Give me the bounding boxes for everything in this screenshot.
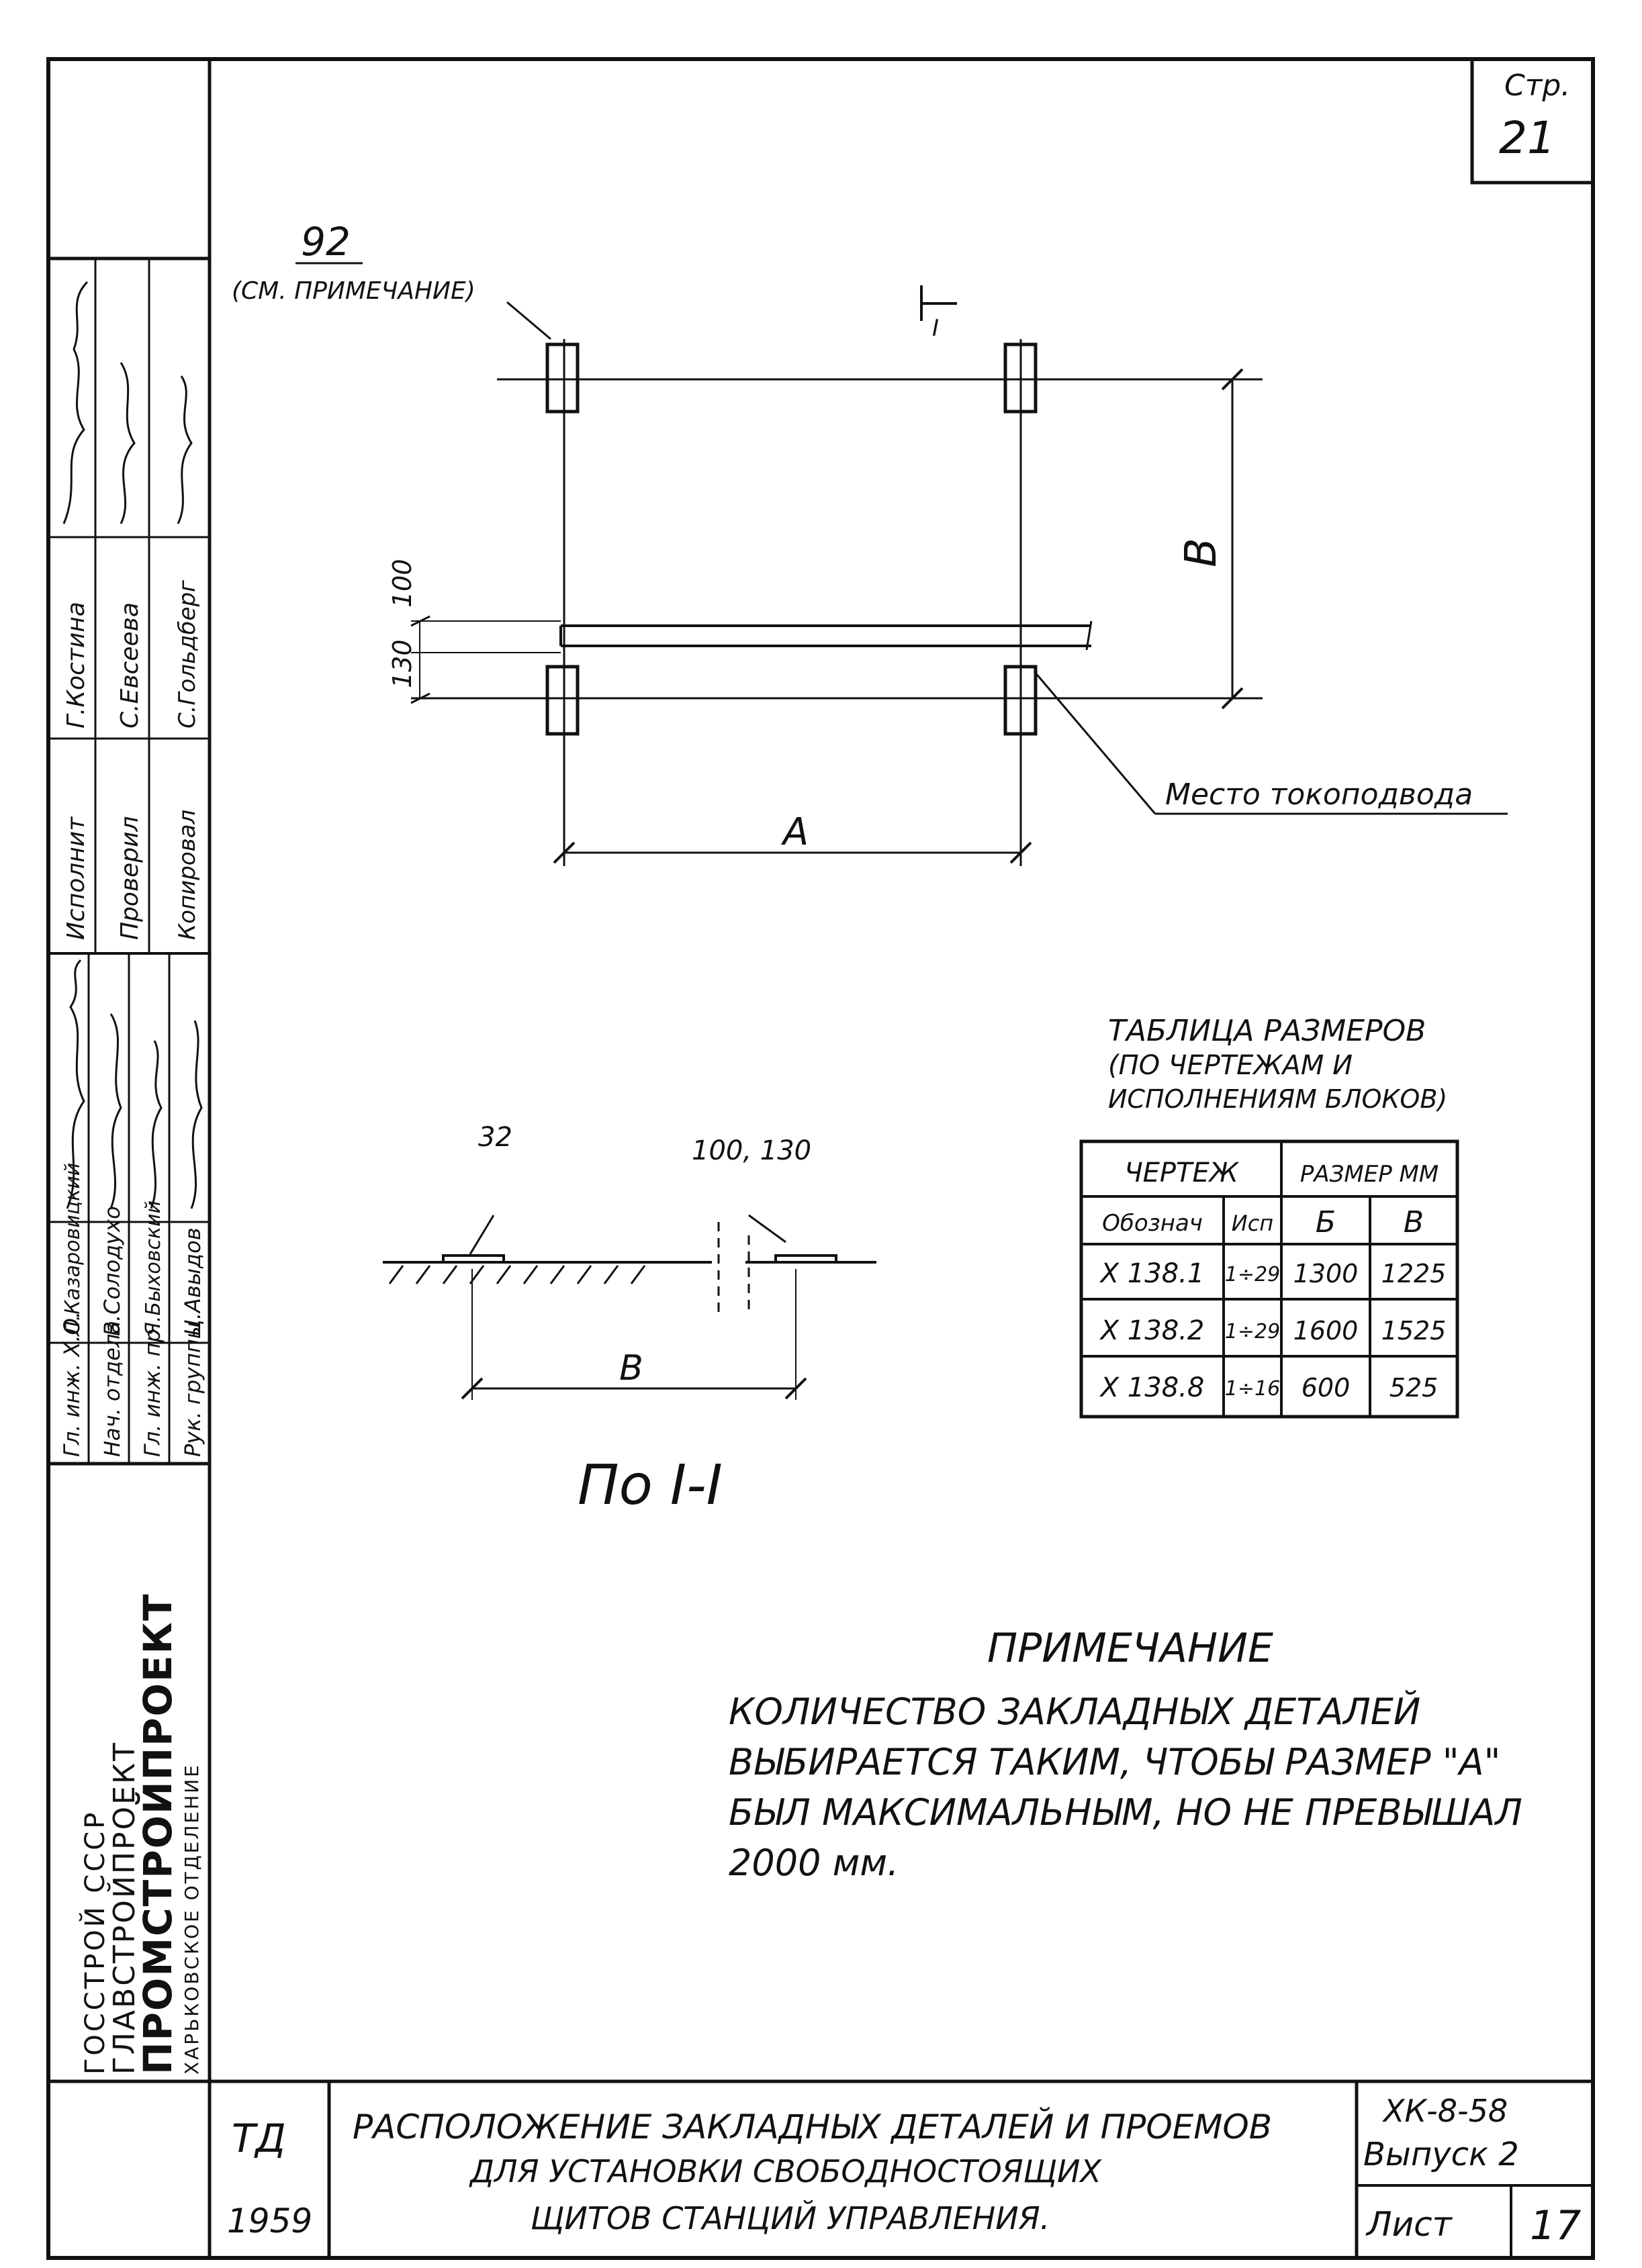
- dim-130: 130: [387, 639, 417, 688]
- side-stamp: [48, 258, 210, 2081]
- section-dim-b: В: [619, 1348, 643, 1388]
- table-col-b: Б: [1315, 1205, 1336, 1239]
- table-title-line3: ИСПОЛНЕНИЯМ БЛОКОВ): [1108, 1084, 1448, 1114]
- title-series: ХК-8-58: [1383, 2093, 1508, 2129]
- stamp-upper-role: Проверил: [116, 816, 144, 940]
- page-number-box: [1472, 59, 1593, 183]
- size-table: [1081, 1014, 1457, 1417]
- note-heading: ПРИМЕЧАНИЕ: [987, 1625, 1273, 1672]
- stamp-lower-name: В.Солодухо: [99, 1206, 125, 1336]
- stamp-upper-name: С.Евсеева: [116, 602, 144, 728]
- dim-100: 100: [387, 559, 417, 608]
- table-row-b: 600: [1301, 1373, 1351, 1403]
- table-row-variant: 1÷29: [1224, 1263, 1281, 1286]
- embed-part-bottom-left: [547, 667, 578, 734]
- table-col-v: В: [1403, 1205, 1424, 1239]
- title-sheet-number: 17: [1530, 2202, 1582, 2249]
- power-entry-label: Место токоподвода: [1165, 777, 1473, 812]
- section-label-100-130: 100, 130: [692, 1135, 812, 1166]
- section-title: По I-I: [578, 1454, 723, 1517]
- table-row-v: 1225: [1381, 1259, 1447, 1288]
- stamp-lower-role: Гл. инж. пр.: [140, 1322, 165, 1457]
- note-line2: ВЫБИРАЕТСЯ ТАКИМ, ЧТОБЫ РАЗМЕР "А": [729, 1741, 1501, 1783]
- callout-note: (СМ. ПРИМЕЧАНИЕ): [232, 277, 475, 305]
- title-line1: РАСПОЛОЖЕНИЕ ЗАКЛАДНЫХ ДЕТАЛЕЙ И ПРОЕМОВ: [353, 2108, 1273, 2146]
- stamp-lower-name: Я.Быховский: [142, 1200, 165, 1336]
- table-header-drawing: ЧЕРТЕЖ: [1124, 1157, 1238, 1188]
- table-title-line2: (ПО ЧЕРТЕЖАМ И: [1108, 1050, 1353, 1081]
- table-row-v: 1525: [1381, 1316, 1447, 1345]
- stamp-lower-role: Гл. инж. Х.О.: [59, 1311, 85, 1457]
- signature: [151, 1041, 161, 1209]
- table-col-designation: Обознач: [1102, 1210, 1203, 1237]
- table-row-b: 1600: [1293, 1316, 1359, 1345]
- title-issue: Выпуск 2: [1363, 2136, 1519, 2173]
- dim-b-vertical: В: [1177, 538, 1226, 567]
- signature: [64, 282, 87, 524]
- section-mark: I: [932, 315, 940, 342]
- table-row-designation: Х 138.2: [1100, 1315, 1205, 1346]
- title-line3: ЩИТОВ СТАНЦИЙ УПРАВЛЕНИЯ.: [531, 2200, 1050, 2236]
- signature: [191, 1021, 201, 1209]
- stamp-lower-role: Рук. группы: [180, 1321, 206, 1457]
- org-line3: ПРОМСТРОЙПРОЕКТ: [135, 1593, 181, 2075]
- signature: [121, 363, 134, 524]
- section-label-32: 32: [478, 1122, 512, 1153]
- stamp-lower-name: Л.Казаровицкий: [61, 1162, 85, 1336]
- plan-view: [232, 219, 1508, 866]
- table-title-line1: ТАБЛИЦА РАЗМЕРОВ: [1108, 1014, 1426, 1048]
- org-line4: ХАРЬКОВСКОЕ ОТДЕЛЕНИЕ: [181, 1763, 203, 2075]
- title-line2: ДЛЯ УСТАНОВКИ СВОБОДНОСТОЯЩИХ: [470, 2153, 1101, 2189]
- dim-a: А: [782, 810, 809, 854]
- note-block: [729, 1625, 1522, 1884]
- table-row-variant: 1÷16: [1224, 1377, 1281, 1401]
- signature: [178, 376, 191, 524]
- signature: [111, 1014, 121, 1209]
- table-row-b: 1300: [1293, 1259, 1359, 1288]
- stamp-upper-name: С.Гольдберг: [174, 580, 201, 728]
- callout-value: 92: [301, 219, 351, 265]
- title-year: 1959: [227, 2202, 313, 2240]
- note-line3: БЫЛ МАКСИМАЛЬНЫМ, НО НЕ ПРЕВЫШАЛ: [729, 1791, 1522, 1834]
- embed-part-top-left: [547, 344, 578, 412]
- stamp-upper-role: Исполнит: [62, 816, 90, 940]
- section-view: [383, 1122, 876, 1517]
- title-org-code: ТД: [232, 2116, 286, 2161]
- org-line1: ГОССТРОЙ СССР: [80, 1809, 111, 2075]
- stamp-lower-name: Ц.Авыдов: [180, 1227, 206, 1336]
- page-number: 21: [1499, 112, 1555, 164]
- outer-frame: [48, 59, 1593, 2258]
- note-line1: КОЛИЧЕСТВО ЗАКЛАДНЫХ ДЕТАЛЕЙ: [729, 1691, 1421, 1733]
- stamp-upper-name: Г.Костина: [62, 602, 90, 728]
- org-line2: ГЛАВСТРОЙПРОЕКТ: [107, 1740, 142, 2075]
- table-row-designation: Х 138.1: [1100, 1258, 1205, 1289]
- title-block: [210, 2081, 1593, 2258]
- table-row-v: 525: [1389, 1373, 1439, 1403]
- stamp-lower-role: Нач. отдела: [99, 1320, 125, 1457]
- table-col-variant: Исп: [1231, 1211, 1274, 1236]
- note-line4: 2000 мм.: [729, 1842, 899, 1884]
- stamp-upper-role: Копировал: [174, 809, 201, 940]
- table-header-size: РАЗМЕР мм: [1299, 1161, 1439, 1188]
- title-sheet-label: Лист: [1367, 2205, 1452, 2244]
- table-row-designation: Х 138.8: [1100, 1372, 1205, 1403]
- table-row-variant: 1÷29: [1224, 1320, 1281, 1343]
- page-label: Стр.: [1504, 68, 1571, 103]
